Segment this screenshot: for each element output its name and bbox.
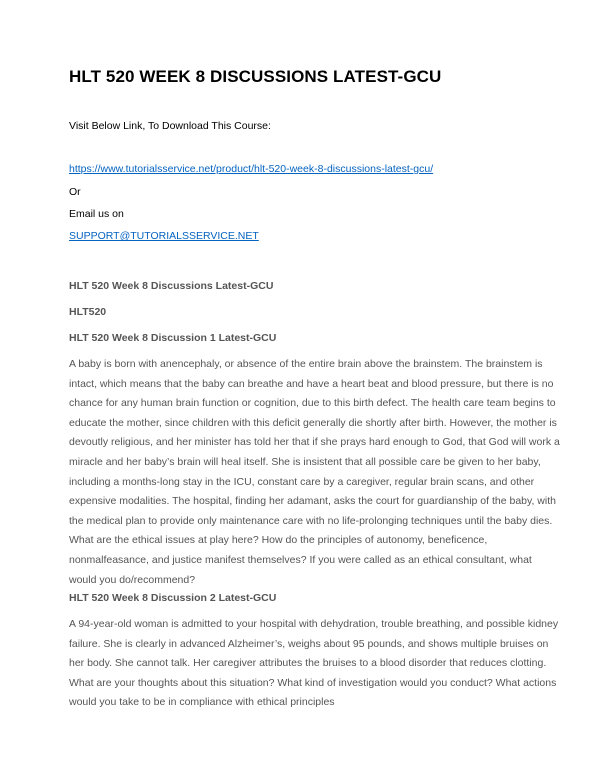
paragraph-line: intact, which means that the baby can breathe and have a heart beat and blood pressure, but there is no <box>69 377 554 390</box>
discussion-2-body <box>69 615 559 713</box>
paragraph-line: expensive modalities. The hospital, finding her adamant, asks the court for guardianship of the baby, with <box>69 495 556 508</box>
discussion-1-heading: HLT 520 Week 8 Discussion 1 Latest-GCU <box>69 332 277 344</box>
or-text: Or <box>69 186 81 198</box>
paragraph-line: nonmalfeasance, and justice manifest themselves? If you were called as an ethical consultant, what <box>69 553 532 566</box>
paragraph-line: would you take to be in compliance with ethical principles <box>69 696 335 709</box>
paragraph-line: chance for any human brain function or cognition, due to this birth defect. The health care team begins to <box>69 397 556 410</box>
paragraph-line: devoutly religious, and her minister has told her that if she prays hard enough to God, that God will work a <box>69 436 560 449</box>
paragraph-line: What are the ethical issues at play here? How do the principles of autonomy, beneficence, <box>69 534 488 547</box>
paragraph-line: A 94-year-old woman is admitted to your hospital with dehydration, trouble breathing, and possible kidney <box>69 618 559 630</box>
discussion-2-heading: HLT 520 Week 8 Discussion 2 Latest-GCU <box>69 592 277 604</box>
paragraph-line: miracle and her baby’s brain will heal itself. She is insistent that all possible care be given to her baby, <box>69 455 541 468</box>
visit-instruction: Visit Below Link, To Download This Course: <box>69 120 271 132</box>
section-title: HLT 520 Week 8 Discussions Latest-GCU <box>69 280 274 292</box>
paragraph-line: her body. She cannot talk. Her caregiver attributes the bruises to a blood disorder that reduces clotting. <box>69 657 547 670</box>
paragraph-line: including a months-long stay in the ICU, constant care by a caregiver, regular brain scans, and other <box>69 475 535 488</box>
email-label: Email us on <box>69 208 124 220</box>
paragraph-line: educate the mother, since children with this deficit generally die shortly after birth. However, the mother is <box>69 416 557 429</box>
email-link[interactable]: SUPPORT@TUTORIALSSERVICE.NET <box>69 230 259 242</box>
paragraph-line: What are your thoughts about this situation? What kind of investigation would you conduct? What actions <box>69 676 557 689</box>
page-title: HLT 520 WEEK 8 DISCUSSIONS LATEST-GCU <box>69 67 442 86</box>
paragraph-line: the medical plan to provide only maintenance care with no life-prolonging techniques until the baby dies. <box>69 514 553 527</box>
course-code: HLT520 <box>69 306 107 318</box>
paragraph-line: A baby is born with anencephaly, or absence of the entire brain above the brainstem. The brainstem is <box>69 358 543 370</box>
paragraph-line: failure. She is clearly in advanced Alzheimer’s, weighs about 95 pounds, and shows multiple bruises on <box>69 637 549 650</box>
discussion-1-body <box>69 355 560 590</box>
paragraph-line: would you do/recommend? <box>69 573 196 586</box>
course-link[interactable]: https://www.tutorialsservice.net/product/hlt-520-week-8-discussions-latest-gcu/ <box>69 163 434 175</box>
